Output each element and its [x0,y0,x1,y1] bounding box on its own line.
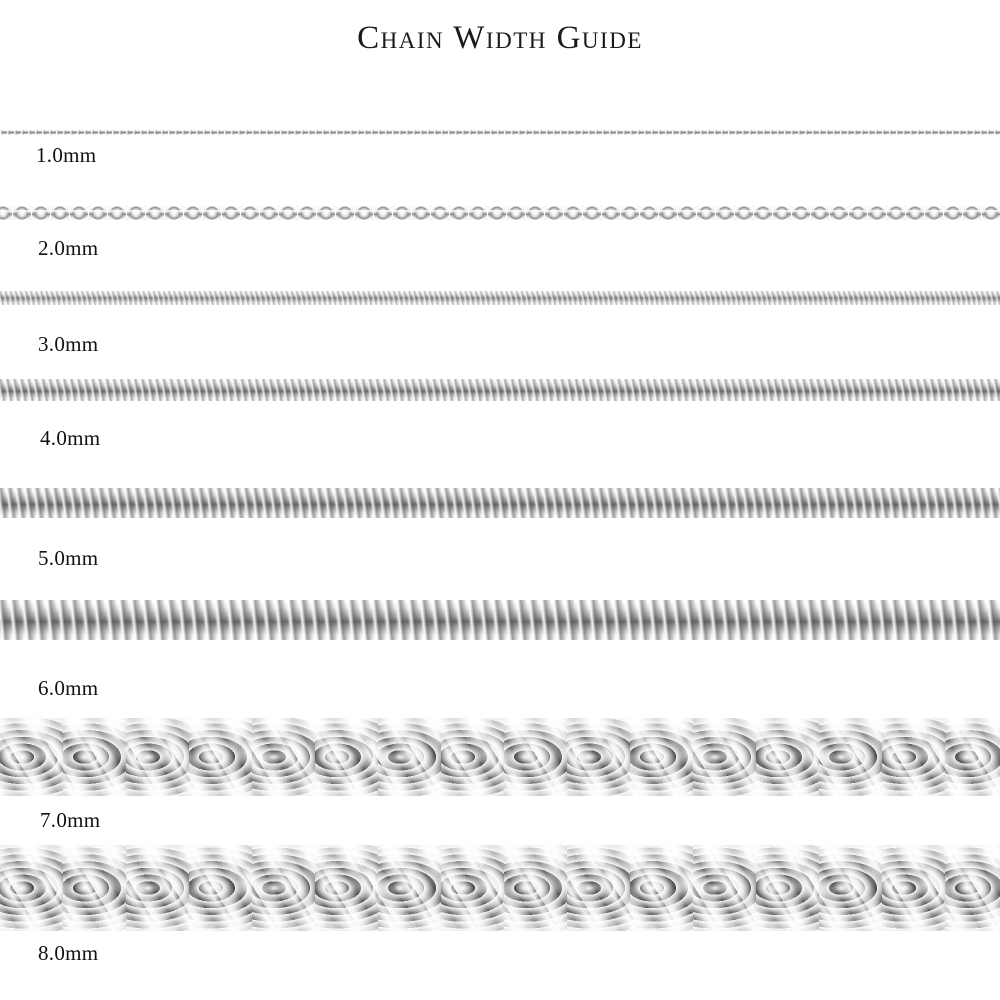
chain-label-6-0mm: 6.0mm [38,676,99,700]
chain-label-3-0mm: 3.0mm [38,332,99,356]
rope-top-shading [0,845,1000,869]
rope-bottom-shading [0,779,1000,796]
chain-sample-rope-8-0mm [0,845,1000,931]
rope-top-shading [0,718,1000,740]
chain-sample-snake-6-0mm [0,600,1000,640]
chain-label-4-0mm: 4.0mm [40,426,101,450]
page-title: Chain Width Guide [357,20,643,56]
chain-label-2-0mm: 2.0mm [38,236,99,260]
chain-sample-rope-7-0mm [0,718,1000,796]
chain-label-8-0mm: 8.0mm [38,941,99,965]
chain-sample-cable-1-0mm [0,130,1000,135]
chain-label-5-0mm: 5.0mm [38,546,99,570]
chain-sample-snake-3-0mm [0,291,1000,305]
rope-bottom-shading [0,912,1000,931]
chain-label-1-0mm: 1.0mm [36,143,97,167]
chain-sample-bead-2-0mm [0,206,1000,220]
chain-label-7-0mm: 7.0mm [40,808,101,832]
chain-sample-snake-4-0mm [0,379,1000,401]
chain-sample-snake-5-0mm [0,488,1000,518]
